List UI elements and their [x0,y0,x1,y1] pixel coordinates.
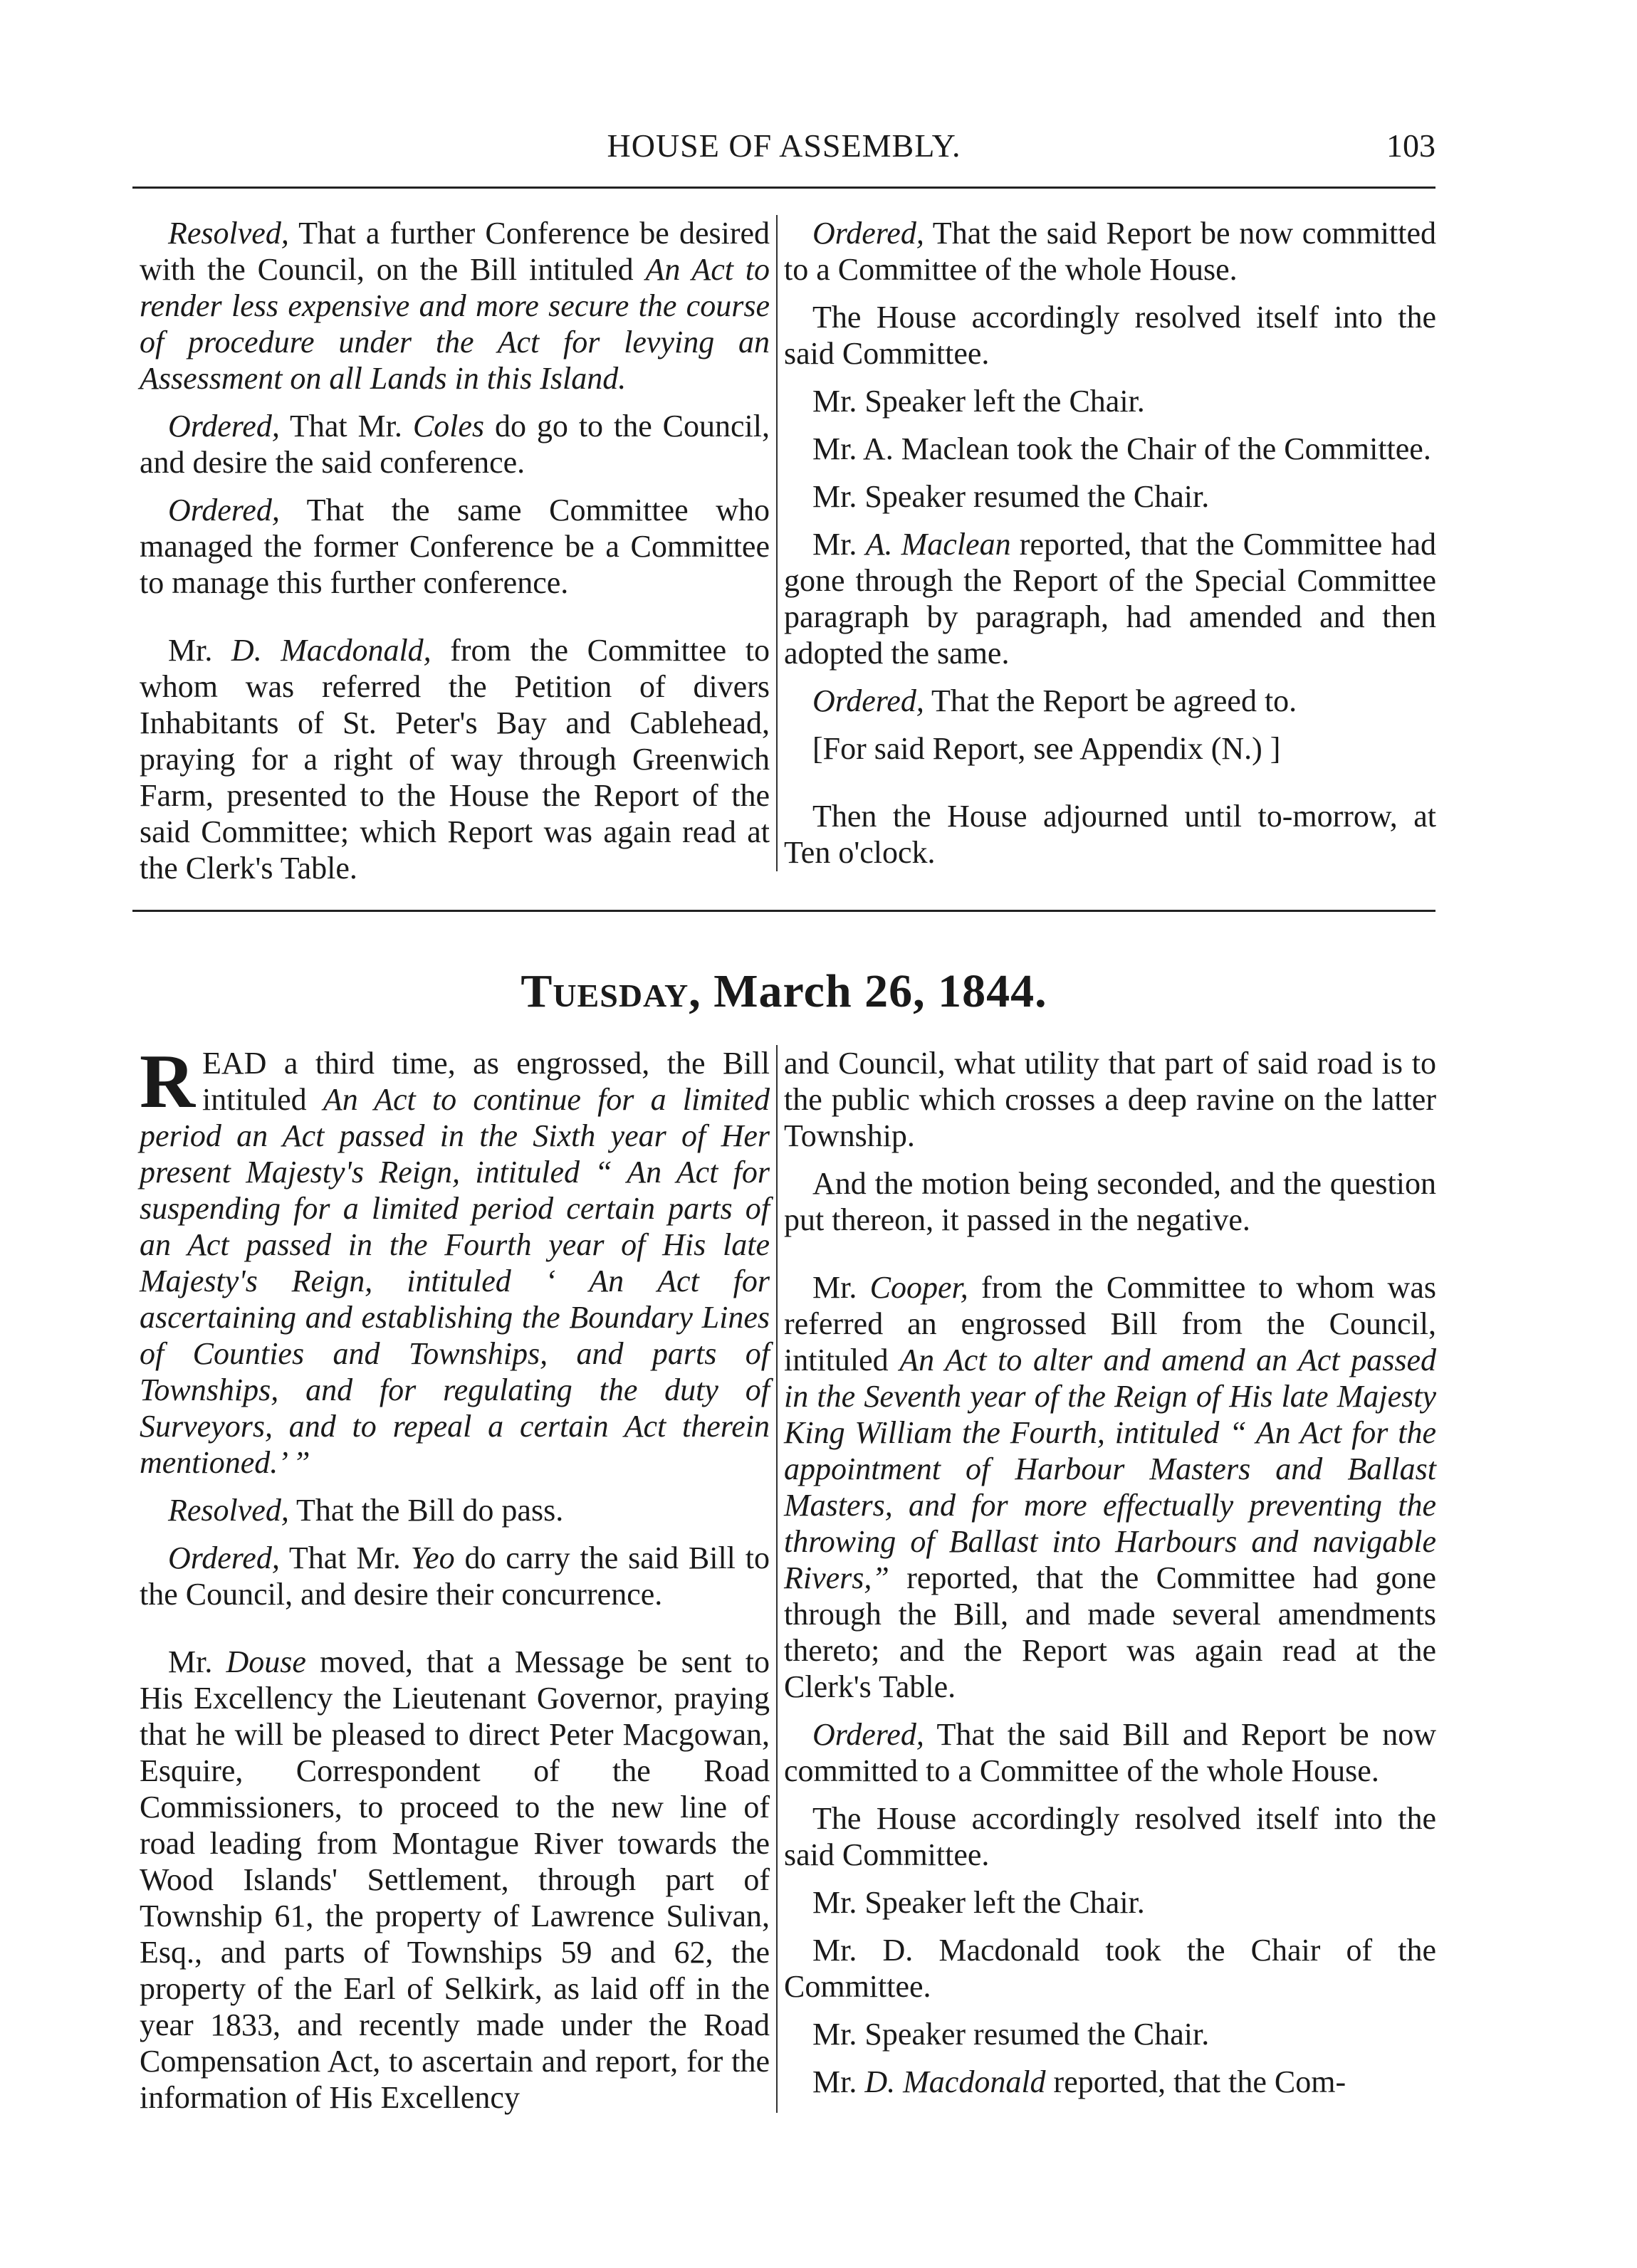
paragraph-ordered-yeo: Ordered, That Mr. Yeo do carry the said Bill to the Council, and desire their concurrence. [140,1540,770,1612]
bottom-right-column [784,1045,1436,2111]
paragraph-macdonald-petition: Mr. D. Macdonald, from the Committee to whom was referred the Petition of divers Inhabitants of St. Peter's Bay and Cablehead, praying for a right of way through Greenwich Farm, presented to the House the Report of the said Committee; which Report was again read at the Clerk's Table. [140,633,770,886]
running-header [132,127,1435,177]
paragraph-resolved-pass: Resolved, That the Bill do pass. [168,1493,564,1528]
drop-cap: R [140,1039,195,1124]
column-divider-bottom [776,1045,778,2113]
bottom-left-column [140,1039,770,2127]
top-left-column [140,215,770,898]
day-heading: Tuesday, March 26, 1844. [521,965,1047,1017]
paragraph-cooper-report: Mr. Cooper, from the Committee to whom was referred an engrossed Bill from the Council, intituled An Act to alter and amend an Act passed in the Seventh year of the Reign of His late Majesty King William the Fourth, intituled “ An Act for the appointment of Harbour Masters and Ballast Masters, and for more effectually preventing the throwing of Ballast into Harbours and navigable Rivers,” reported, that the Committee had gone through the Bill, and made several amendments thereto; and the Report was again read at the Clerk's Table. [784,1270,1436,1704]
paragraph-motion-negative: And the motion being seconded, and the question put thereon, it passed in the negative. [784,1166,1436,1237]
paragraph-macdonald-chair: Mr. D. Macdonald took the Chair of the Committee. [784,1933,1436,2004]
paragraph-macdonald-reported: Mr. D. Macdonald reported, that the Com- [812,2064,1346,2099]
paragraph-ordered-bill-report: Ordered, That the said Bill and Report be now committed to a Committee of the whole House. [784,1717,1436,1788]
page-number: 103 [1386,127,1435,164]
paragraph-ordered-committee: Ordered, That the same Committee who managed the former Conference be a Committee to manage this further conference. [140,493,770,600]
paragraph-ordered-report: Ordered, That the said Report be now committed to a Committee of the whole House. [784,216,1436,287]
paragraph-continuation: and Council, what utility that part of said road is to the public which crosses a deep ravine on the latter Township. [784,1046,1436,1153]
paragraph-ordered-coles: Ordered, That Mr. Coles do go to the Council, and desire the said conference. [140,409,770,480]
paragraph-maclean-chair: Mr. A. Maclean took the Chair of the Committee. [812,431,1431,466]
paragraph-speaker-left-2: Mr. Speaker left the Chair. [812,1885,1145,1920]
section-rule [132,910,1435,912]
paragraph-maclean-reported: Mr. A. Maclean reported, that the Committee had gone through the Report of the Special Committee paragraph by paragraph, had amended and then adopted the same. [784,527,1436,671]
paragraph-appendix-note: [For said Report, see Appendix (N.) ] [812,731,1281,766]
top-right-column [784,215,1436,882]
header-rule [132,187,1435,189]
paragraph-house-resolved-2: The House accordingly resolved itself into the said Committee. [784,1801,1436,1872]
paragraph-speaker-resumed: Mr. Speaker resumed the Chair. [812,479,1210,514]
paragraph-speaker-left: Mr. Speaker left the Chair. [812,384,1145,419]
paragraph-adjourned: Then the House adjourned until to-morrow, at Ten o'clock. [784,799,1436,870]
paragraph-read-third-time: READ a third time, as engrossed, the Bill intituled An Act to continue for a limited period an Act passed in the Sixth year of Her present Majesty's Reign, intituled “ An Act for suspending for a limited period certain parts of an Act passed in the Fourth year of His late Majesty's Reign, intituled ‘ An Act for ascertaining and establishing the Boundary Lines of Counties and Townships, and parts of Townships, and for regulating the duty of Surveyors, and to repeal a certain Act therein mentioned.’ ” [140,1039,770,1480]
paragraph-douse-motion: Mr. Douse moved, that a Message be sent to His Excellency the Lieutenant Governor, praying that he will be pleased to direct Peter Macgowan, Esquire, Correspondent of the Road Commissioners, to proceed to the new line of road leading from Montague River towards the Wood Islands' Settlement, through part of Township 61, the property of Lawrence Sulivan, Esq., and parts of Townships 59 and 62, the property of the Earl of Selkirk, as laid off in the year 1833, and recently made under the Road Compensation Act, to ascertain and report, for the information of His Excellency [140,1644,770,2115]
paragraph-speaker-resumed-2: Mr. Speaker resumed the Chair. [812,2017,1210,2052]
paragraph-report-agreed: Ordered, That the Report be agreed to. [812,683,1297,718]
paragraph-resolved-conference: Resolved, That a further Conference be desired with the Council, on the Bill intituled An Act to render less expensive and more secure the course of procedure under the Act for levying an Assessment on all Lands in this Island. [140,216,770,396]
paragraph-house-resolved: The House accordingly resolved itself into the said Committee. [784,300,1436,371]
column-divider-top [776,215,778,871]
running-title: HOUSE OF ASSEMBLY. [607,127,961,164]
